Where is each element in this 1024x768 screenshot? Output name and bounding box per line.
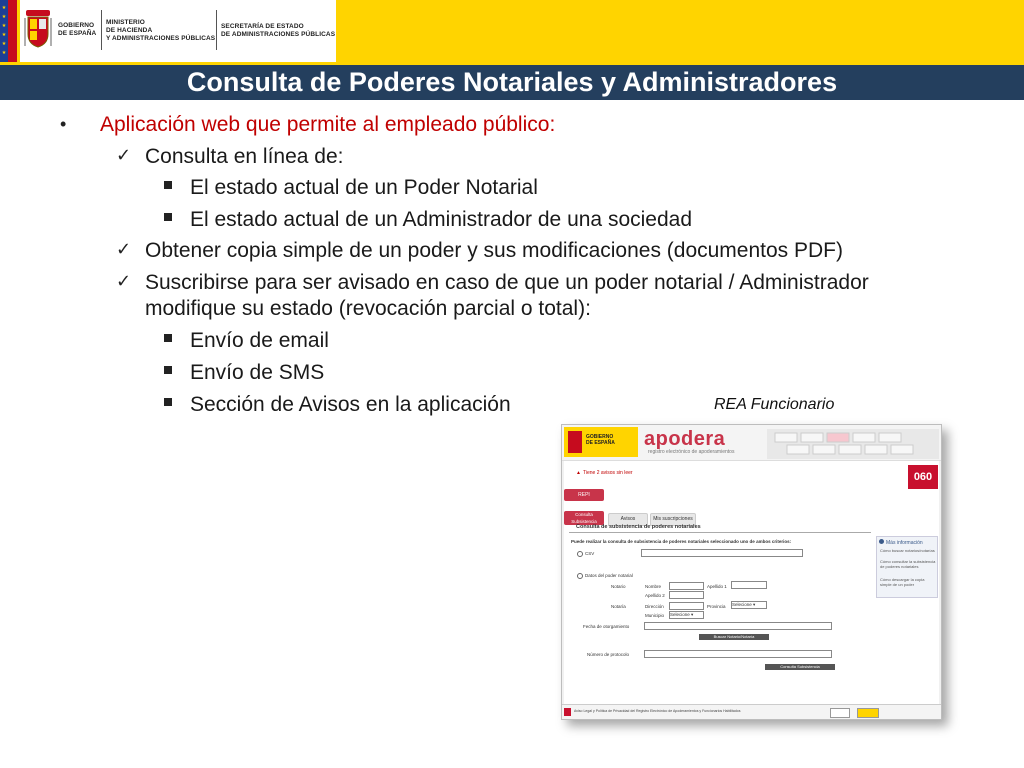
tab-avisos[interactable]: Avisos [608, 513, 648, 526]
info-link-buscar[interactable]: Cómo buscar notarios/notarías [880, 548, 935, 553]
check-icon: ✓ [116, 145, 132, 165]
apellido2-input[interactable] [669, 591, 704, 599]
provincia-select[interactable]: Selecione ▾ [731, 601, 767, 609]
gobierno-line-1: GOBIERNO [58, 22, 95, 29]
round-bullet-icon: • [60, 114, 67, 134]
coat-of-arms-icon [24, 10, 52, 48]
app-gov-line-1: GOBIERNO [586, 434, 614, 440]
banner-divider [101, 10, 102, 50]
app-body [564, 461, 939, 717]
csv-label: CSV [585, 551, 595, 556]
slide-title: Consulta de Poderes Notariales y Administradores [186, 67, 838, 97]
apellido2-label: Apellido 2 [645, 593, 665, 598]
eu-stars-icon: ★ ★ ★ ★ ★ ★ [1, 5, 7, 56]
protocolo-label: Número de protocolo [587, 652, 630, 657]
notaria-label: Notaría [611, 604, 626, 609]
info-title: Más información [886, 540, 923, 546]
datos-label: Datos del poder notarial [585, 573, 633, 578]
provincia-value: Selecione [732, 602, 752, 607]
intro-text: Aplicación web que permite al empleado público: [100, 113, 556, 136]
municipio-label: Municipio [645, 613, 665, 618]
bullet-copia-simple: Obtener copia simple de un poder y sus modificaciones (documentos PDF) [145, 239, 844, 262]
app-gov-logo [564, 427, 638, 457]
nombre-input[interactable] [669, 582, 704, 590]
square-bullet-icon [164, 181, 172, 189]
apodera-logo: apodera [644, 428, 726, 450]
info-link-descargar[interactable]: Cómo descargar la copia simple de un poder [880, 577, 925, 587]
logo-060: 060 [908, 465, 938, 489]
consulta-form [569, 532, 871, 713]
bullet-suscribirse-cont: modifique su estado (revocación parcial o total): [145, 297, 591, 320]
tab-consulta-subsistencia[interactable]: Consulta Subsistencia [564, 511, 604, 525]
unread-alerts-link[interactable]: Tiene 2 avisos sin leer [583, 470, 633, 476]
secretaria-line-1: SECRETARÍA DE ESTADO [221, 23, 304, 30]
datos-radio[interactable] [577, 573, 583, 579]
warning-icon: ▲ [576, 470, 581, 476]
protocolo-input[interactable] [644, 650, 832, 658]
accessibility-badge-icon [830, 708, 850, 718]
eu-flag-strip [0, 0, 8, 62]
nombre-label: Nombre [645, 584, 662, 589]
fecha-input[interactable] [644, 622, 832, 630]
fecha-label: Fecha de otorgamiento [583, 624, 630, 629]
square-bullet-icon [164, 213, 172, 221]
footer-logo-icon [564, 708, 571, 716]
spain-flag-yellow-strip [17, 0, 20, 62]
bullet-poder-notarial: El estado actual de un Poder Notarial [190, 176, 538, 199]
bullet-email: Envío de email [190, 329, 329, 352]
apodera-subtitle: registro electrónico de apoderamientos [648, 449, 735, 455]
app-coat-of-arms-icon [568, 431, 582, 453]
bullet-avisos: Sección de Avisos en la aplicación [190, 393, 511, 416]
municipio-select[interactable]: Selecione ▾ [669, 611, 704, 619]
square-bullet-icon [164, 366, 172, 374]
app-header [562, 425, 941, 461]
tab-mis-suscripciones[interactable]: Mis suscripciones [650, 513, 696, 526]
footer-text[interactable]: Aviso Legal y Política de Privacidad del Registro Electrónico de Apoderamientos y Funcionarios Habilitados [574, 709, 741, 713]
keyboard-image-icon [767, 429, 939, 459]
bullet-sms: Envío de SMS [190, 361, 325, 384]
municipio-value: Selecione [670, 612, 690, 617]
direccion-label: Dirección [645, 604, 664, 609]
notario-label: Notario [611, 584, 626, 589]
provincia-label: Provincia [707, 604, 726, 609]
repi-button[interactable]: REPI [564, 489, 604, 501]
csv-radio[interactable] [577, 551, 583, 557]
title-bar-accent [0, 62, 1024, 65]
direccion-input[interactable] [669, 602, 704, 610]
square-bullet-icon [164, 334, 172, 342]
info-link-consultar[interactable]: Cómo consultar la subsistencia de poderes notariales [880, 559, 936, 569]
check-icon: ✓ [116, 271, 132, 291]
bullet-suscribirse: Suscribirse para ser avisado en caso de que un poder notarial / Administrador [145, 271, 869, 294]
app-footer [562, 704, 941, 719]
info-panel [876, 536, 938, 598]
spain-flag-red-strip [8, 0, 17, 62]
check-icon: ✓ [116, 239, 132, 259]
ministerio-line-1: MINISTERIO [106, 19, 145, 26]
app-screenshot [561, 424, 942, 720]
section-title: Consulta de subsistencia de poderes notariales [576, 524, 701, 530]
secretaria-text [221, 23, 335, 39]
screenshot-caption: REA Funcionario [714, 396, 835, 413]
apellido1-label: Apellido 1 [707, 584, 727, 589]
secretaria-line-2: DE ADMINISTRACIONES PÚBLICAS [221, 31, 336, 38]
info-icon [879, 539, 884, 544]
banner-divider [216, 10, 217, 50]
form-intro: Puede realizar la consulta de subsistencia de poderes notariales seleccionado uno de ambos criterios: [571, 539, 792, 544]
ministerio-text [106, 19, 215, 43]
square-bullet-icon [164, 398, 172, 406]
consulta-subsistencia-button[interactable]: Consulta Subsistencia [765, 664, 835, 670]
gobierno-line-2: DE ESPAÑA [58, 30, 97, 37]
bullet-consulta: Consulta en línea de: [145, 145, 344, 168]
apellido1-input[interactable] [731, 581, 767, 589]
bullet-administrador: El estado actual de un Administrador de una sociedad [190, 208, 693, 231]
w3c-badge-icon [857, 708, 879, 718]
ministerio-line-3: Y ADMINISTRACIONES PÚBLICAS [106, 35, 216, 42]
gobierno-text [58, 22, 96, 38]
csv-input[interactable] [641, 549, 803, 557]
buscar-notario-button[interactable]: Buscar Notario/Notaría [699, 634, 769, 640]
app-gov-text [586, 434, 615, 446]
app-gov-line-2: DE ESPAÑA [586, 440, 615, 446]
ministerio-line-2: DE HACIENDA [106, 27, 153, 34]
